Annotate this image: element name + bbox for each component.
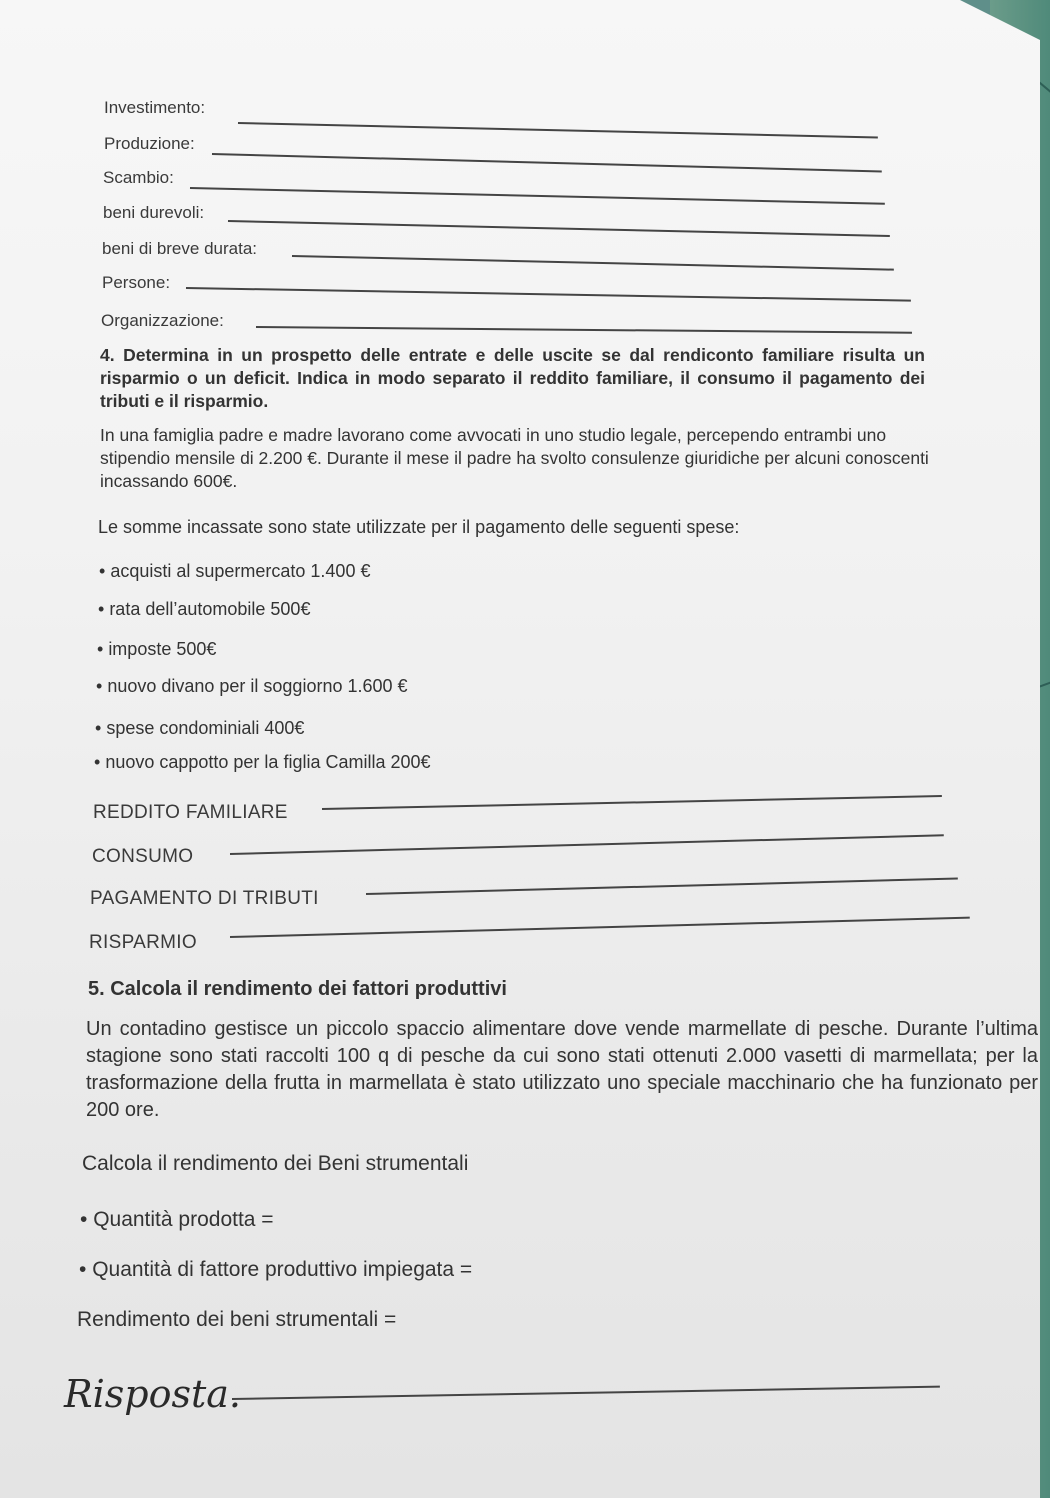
answer-label-risparmio: RISPARMIO <box>89 932 197 953</box>
definition-label: Persone: <box>102 273 171 292</box>
expenses-intro: Le somme incassate sono state utilizzate per il pagamento delle seguenti spese: <box>98 517 740 537</box>
answer-line[interactable] <box>322 795 942 809</box>
result-label: Rendimento dei beni strumentali = <box>77 1308 397 1331</box>
definition-label: Investimento: <box>104 98 206 117</box>
answer-line[interactable] <box>230 834 944 854</box>
exercise-4-intro: In una famiglia padre e madre lavorano come avvocati in uno studio legale, percependo entrambi uno stipendio mensile di 2.200 €. Durante il mese il padre ha svolto consulenze giuridiche per alcuni conoscenti incassando 600€. <box>100 425 929 491</box>
answer-line[interactable] <box>292 255 894 270</box>
answer-label-consumo: CONSUMO <box>92 846 194 867</box>
answer-label-reddito: REDDITO FAMILIARE <box>93 802 288 823</box>
handwritten-answer: Risposta. <box>64 1372 241 1416</box>
definition-label: beni di breve durata: <box>102 239 257 258</box>
expense-item: • spese condominiali 400€ <box>95 718 304 739</box>
calc-item-quantita-prodotta: • Quantità prodotta = <box>80 1208 274 1232</box>
definition-label: beni durevoli: <box>103 203 205 222</box>
definition-label: Organizzazione: <box>101 311 224 330</box>
expense-item: • nuovo divano per il soggiorno 1.600 € <box>96 676 408 697</box>
expense-item: • imposte 500€ <box>97 639 216 660</box>
answer-line[interactable] <box>230 917 970 938</box>
answer-line[interactable] <box>186 287 911 301</box>
expense-item: • acquisti al supermercato 1.400 € <box>99 561 370 582</box>
exercise-5-text: Un contadino gestisce un piccolo spaccio alimentare dove vende marmellate di pesche. Durante l’ultima stagione sono stati raccolti 100 q di pesche da cui sono stati ottenuti 2.000 vasetti di marmellata; per la trasformazione della frutta in marmellata è stato utilizzato uno speciale macchinario che ha funzionato per 200 ore. <box>86 1018 1038 1121</box>
calc-item-fattore-impiegato: • Quantità di fattore produttivo impiegata = <box>79 1258 472 1282</box>
answer-label-tributi: PAGAMENTO DI TRIBUTI <box>90 888 319 909</box>
answer-line[interactable] <box>238 122 878 138</box>
answer-line[interactable] <box>366 878 958 895</box>
expense-item: • nuovo cappotto per la figlia Camilla 200€ <box>94 752 431 773</box>
answer-line[interactable] <box>256 326 912 333</box>
exercise-5-title: 5. Calcola il rendimento dei fattori produttivi <box>88 978 507 1000</box>
answer-line[interactable] <box>212 153 882 172</box>
definition-label: Scambio: <box>103 168 174 187</box>
answer-line[interactable] <box>190 187 885 204</box>
definition-label: Produzione: <box>104 134 195 153</box>
answer-line[interactable] <box>232 1386 940 1400</box>
answer-line[interactable] <box>228 220 890 237</box>
expense-item: • rata dell’automobile 500€ <box>98 599 310 620</box>
exercise-4-title: 4. Determina in un prospetto delle entrate e delle uscite se dal rendiconto familiare risulta un risparmio o un deficit. Indica in modo separato il reddito familiare, il consumo il pagamento dei tributi e il risparmio. <box>100 345 925 411</box>
calc-title: Calcola il rendimento dei Beni strumentali <box>82 1152 469 1175</box>
